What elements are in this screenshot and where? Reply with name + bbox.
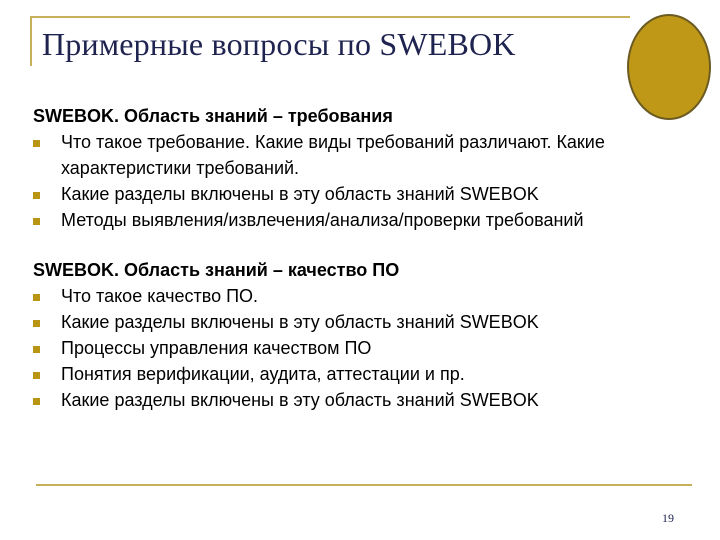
bullet-square-icon — [33, 320, 40, 327]
list-item — [33, 181, 693, 207]
title-frame-left-line — [30, 16, 32, 66]
list-item-text: Какие разделы включены в эту область знаний SWEBOK — [61, 184, 539, 204]
list-item — [33, 361, 693, 387]
list-item-text: Какие разделы включены в эту область знаний SWEBOK — [61, 390, 539, 410]
list-item — [33, 387, 693, 413]
section-heading: SWEBOK. Область знаний – требования — [33, 106, 393, 126]
list-item — [33, 129, 693, 181]
footer-rule — [36, 484, 692, 486]
list-item — [33, 207, 693, 233]
list-item-text: Что такое качество ПО. — [61, 286, 259, 306]
list-item — [33, 335, 693, 361]
slide-content — [33, 103, 693, 413]
bullet-square-icon — [33, 372, 40, 379]
bullet-square-icon — [33, 218, 40, 225]
section-quality — [33, 257, 693, 413]
page-number: 19 — [662, 511, 674, 525]
title-frame-top-line — [30, 16, 630, 18]
bullet-square-icon — [33, 346, 40, 353]
list-item-text: Понятия верификации, аудита, аттестации и пр. — [61, 364, 465, 384]
list-item-text: Какие разделы включены в эту область знаний SWEBOK — [61, 312, 539, 332]
list-item — [33, 283, 693, 309]
slide-title: Примерные вопросы по SWEBOK — [42, 26, 516, 62]
bullet-square-icon — [33, 140, 40, 147]
list-item-text: Процессы управления качеством ПО — [61, 338, 372, 358]
list-item-text: Что такое требование. Какие виды требований различают. Какие характеристики требований. — [61, 132, 605, 178]
section-heading: SWEBOK. Область знаний – качество ПО — [33, 260, 400, 280]
bullet-list — [33, 129, 693, 233]
bullet-square-icon — [33, 398, 40, 405]
bullet-square-icon — [33, 192, 40, 199]
bullet-square-icon — [33, 294, 40, 301]
list-item-text: Методы выявления/извлечения/анализа/проверки требований — [61, 210, 584, 230]
bullet-list — [33, 283, 693, 413]
list-item — [33, 309, 693, 335]
section-requirements — [33, 103, 693, 233]
